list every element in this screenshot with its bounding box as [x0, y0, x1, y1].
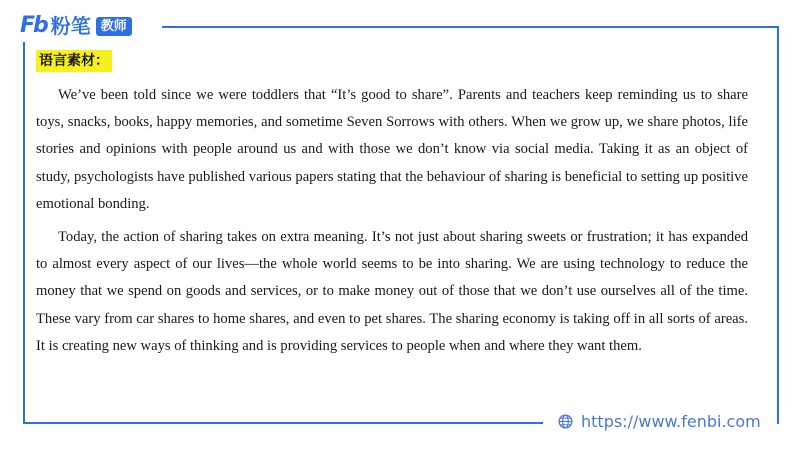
globe-icon [558, 414, 573, 429]
paragraph-1: We’ve been told since we were toddlers that “It’s good to share”. Parents and teachers keep reminding us to share toys, snacks, books, happy memories, and sometime Seven Sorrows with others. When we grow up, we share photos, life stories and opinions with people around us and with those we don’t know via social media. Taking it as an object of study, psychologists have published various papers stating that the behaviour of sharing is beneficial to setting up positive emotional bonding. [36, 87, 748, 212]
footer-url-text[interactable]: https://www.fenbi.com [581, 411, 761, 431]
frame-right-border [777, 26, 779, 424]
fenbi-logo [20, 14, 132, 38]
frame-top-border [162, 26, 779, 28]
frame-left-border [23, 42, 25, 424]
logo-name: 粉笔 [50, 14, 91, 38]
passage-text [36, 82, 748, 366]
logo-mark: Fb [20, 13, 47, 38]
footer-link[interactable] [552, 410, 767, 432]
frame-bottom-border [23, 422, 543, 424]
section-heading: 语言素材： [36, 50, 112, 72]
logo-badge: 教师 [96, 17, 132, 36]
paragraph-2: Today, the action of sharing takes on extra meaning. It’s not just about sharing sweets or frustration; it has expanded to almost every aspect of our lives—the whole world seems to be into sharing. We are using technology to reduce the money that we spend on goods and services, or to make money out of those that we don’t use ourselves all of the time. These vary from car shares to home shares, and even to pet shares. The sharing economy is taking off in all sorts of areas. It is creating new ways of thinking and is providing services to people when and where they want them. [36, 229, 748, 354]
